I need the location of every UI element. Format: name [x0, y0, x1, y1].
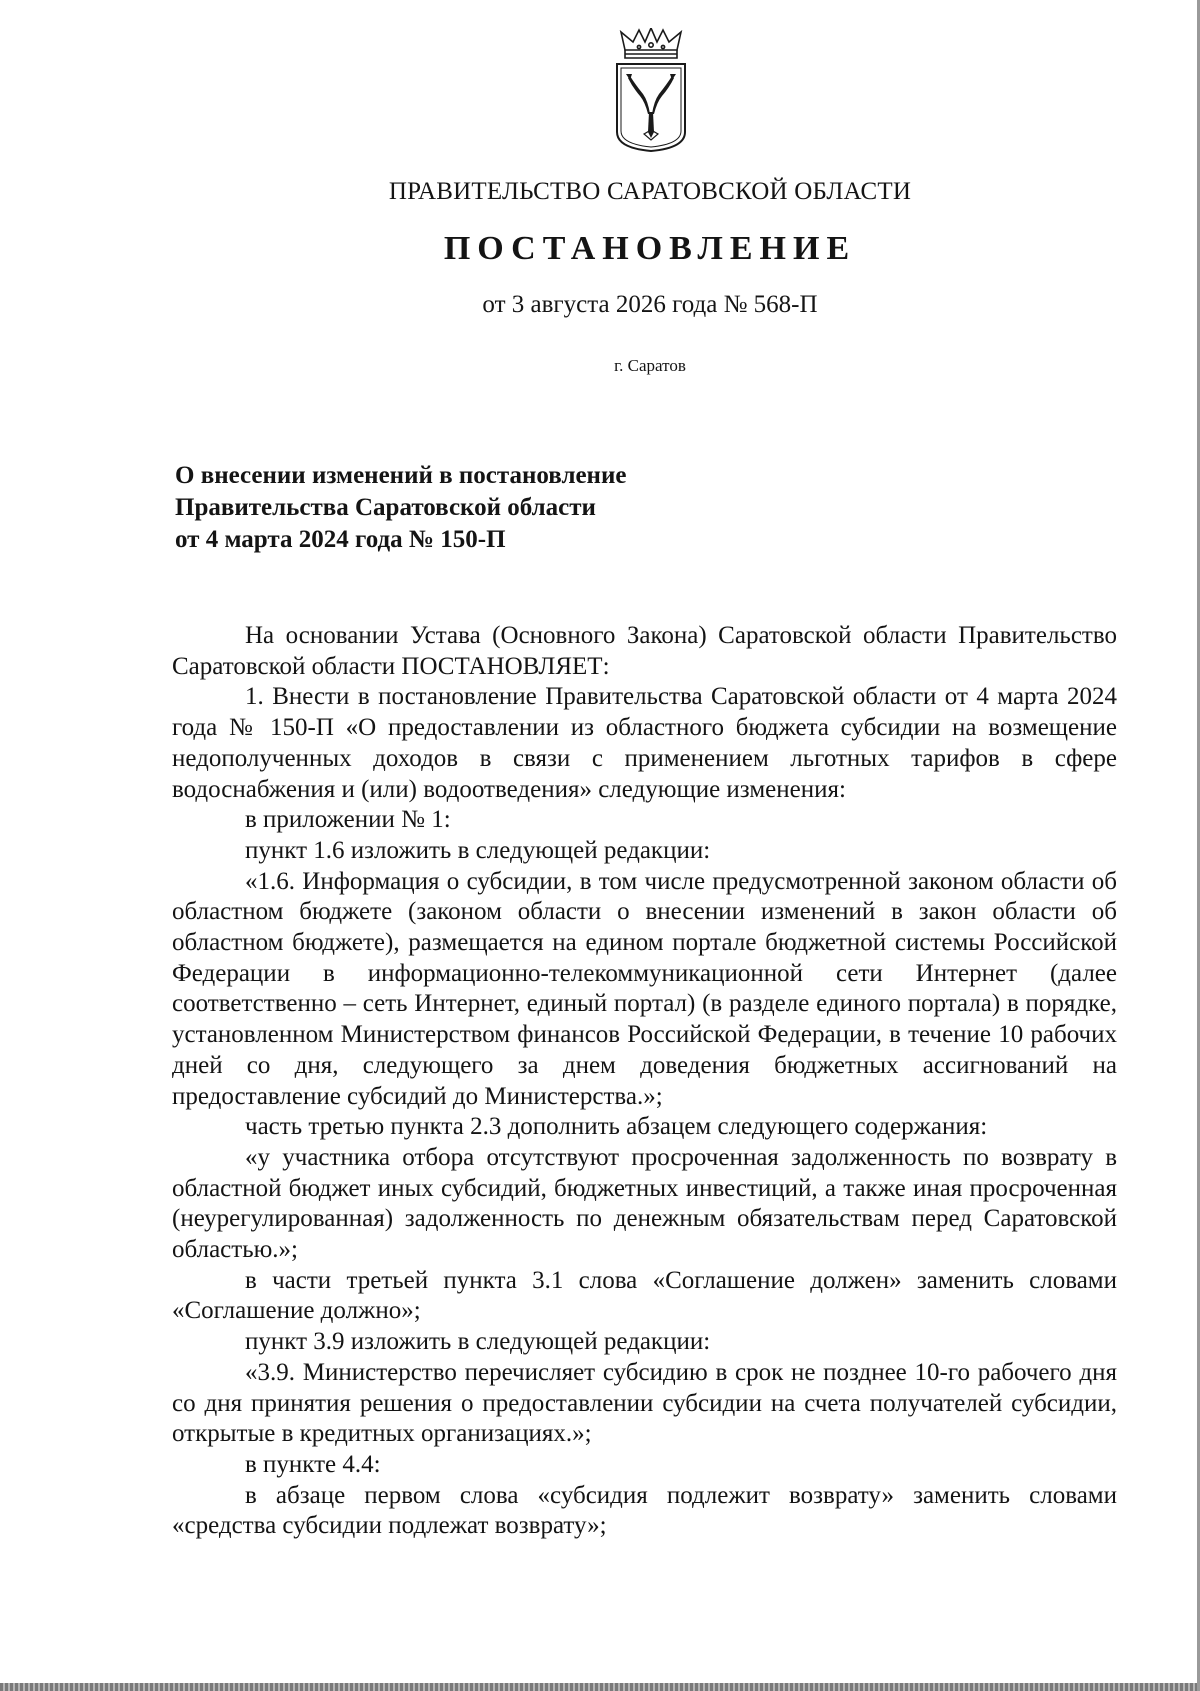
- document-subject: [175, 460, 735, 556]
- body-paragraph: «1.6. Информация о субсидии, в том числе предусмотренной законом области об областном бюджете (законом области о внесении изменений в закон области об областном бюджете), размещается на едином портале бюджетной системы Российской Федерации в информационно-телекоммуникационной сети Интернет (далее соответственно – сеть Интернет, единый портал) (в разделе единого портала) в порядке, установленном Министерством финансов Российской Федерации, в течение 10 рабочих дней со дня, следующего за днем доведения бюджетных ассигнований на предоставление субсидий до Министерства.»;: [172, 867, 1117, 1110]
- body-paragraph: в части третьей пункта 3.1 слова «Соглашение должен» заменить словами «Соглашение должно»;: [172, 1266, 1117, 1325]
- scan-border-bottom: [0, 1683, 1200, 1691]
- city-of-issue: г. Саратов: [614, 356, 686, 375]
- subject-line: от 4 марта 2024 года № 150-П: [175, 526, 506, 553]
- body-paragraph: часть третью пункта 2.3 дополнить абзацем следующего содержания:: [245, 1113, 988, 1141]
- saratov-coat-of-arms-icon: [611, 28, 691, 153]
- document-body: [172, 621, 1117, 1542]
- body-paragraph: пункт 3.9 изложить в следующей редакции:: [245, 1328, 711, 1356]
- body-paragraph: «у участника отбора отсутствуют просроченная задолженность по возврату в областной бюджет иных субсидий, бюджетных инвестиций, а также иная просроченная (неурегулированная) задолженность по денежным обязательствам перед Саратовской областью.»;: [172, 1143, 1117, 1264]
- body-paragraph: в приложении № 1:: [245, 806, 451, 834]
- subject-line: Правительства Саратовской области: [175, 494, 596, 521]
- body-paragraph: На основании Устава (Основного Закона) Саратовской области Правительство Саратовской области ПОСТАНОВЛЯЕТ:: [172, 622, 1117, 680]
- body-paragraph: в абзаце первом слова «субсидия подлежит возврату» заменить словами «средства субсидии подлежат возврату»;: [172, 1481, 1117, 1540]
- subject-line: О внесении изменений в постановление: [175, 462, 627, 489]
- body-paragraph: 1. Внести в постановление Правительства Саратовской области от 4 марта 2024 года № 150-П «О предоставлении из областного бюджета субсидии на возмещение недополученных доходов в связи с применением льготных тарифов в сфере водоснабжения и (или) водоотведения» следующие изменения:: [172, 683, 1117, 803]
- body-paragraph: «3.9. Министерство перечисляет субсидию в срок не позднее 10-го рабочего дня со дня принятия решения о предоставлении субсидии на счета получателей субсидии, открытые в кредитных организациях.»;: [172, 1358, 1117, 1448]
- document-type-title: ПОСТАНОВЛЕНИЕ: [443, 230, 857, 267]
- body-paragraph: в пункте 4.4:: [245, 1450, 381, 1478]
- government-name: ПРАВИТЕЛЬСТВО САРАТОВСКОЙ ОБЛАСТИ: [388, 178, 912, 205]
- date-and-number: от 3 августа 2026 года № 568-П: [482, 291, 818, 318]
- body-paragraph: пункт 1.6 изложить в следующей редакции:: [245, 836, 711, 864]
